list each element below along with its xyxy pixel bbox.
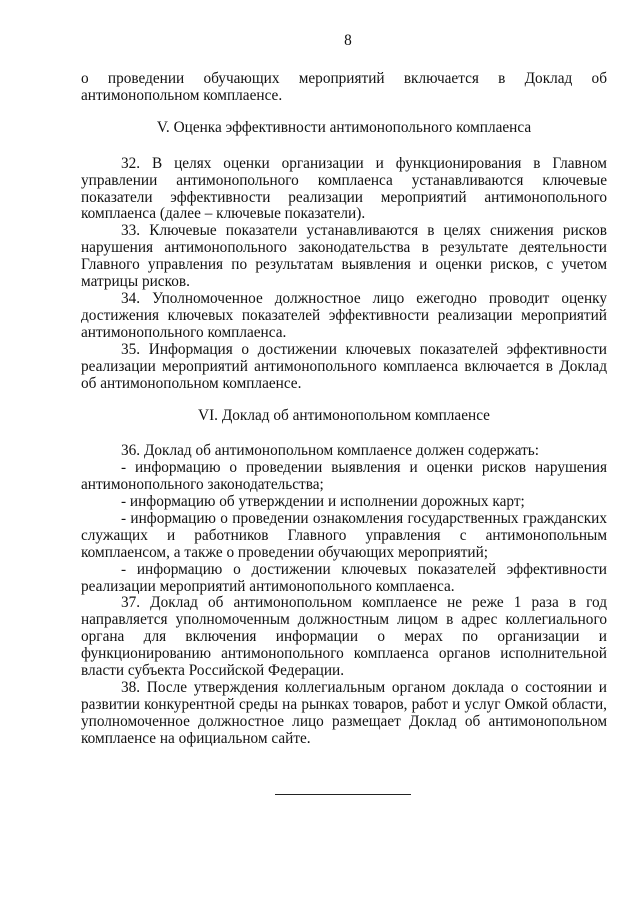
- paragraph-32: 32. В целях оценки организации и функционирования в Главном управлении антимонопольного комплаенса устанавливаются ключевые показатели эффективности реализации мероприятий антимонопольного комплаенса (далее – ключевые показатели).: [81, 154, 607, 223]
- paragraph-37: 37. Доклад об антимонопольном комплаенсе не реже 1 раза в год направляется уполномоченным должностным лицом в адрес коллегиального органа для включения информации о мерах по организации и функционированию антимонопольного комплаенса органов исполнительной власти субъекта Российской Федерации.: [81, 594, 607, 680]
- list-item-key-indicators: - информацию о достижении ключевых показателей эффективности реализации мероприятий антимонопольного комплаенса.: [81, 560, 607, 595]
- paragraph-38: 38. После утверждения коллегиальным органом доклада о состоянии и развитии конкурентной среды на рынках товаров, работ и услуг Омкой области, уполномоченное должностное лицо размещает Доклад об антимонопольном комплаенсе на официальном сайте.: [81, 679, 607, 747]
- list-item-risk-assessment: - информацию о проведении выявления и оценки рисков нарушения антимонопольного законодательства;: [81, 459, 607, 494]
- section-vi-heading: VI. Доклад об антимонопольном комплаенсе: [198, 407, 490, 425]
- end-divider: [275, 794, 411, 795]
- section-v-heading: V. Оценка эффективности антимонопольного комплаенса: [156, 118, 532, 136]
- list-item-roadmaps: - информацию об утверждении и исполнении дорожных карт;: [121, 493, 525, 511]
- paragraph-35: 35. Информация о достижении ключевых показателей эффективности реализации мероприятий антимонопольного комплаенса включается в Доклад об антимонопольном комплаенсе.: [81, 340, 607, 392]
- paragraph-36: 36. Доклад об антимонопольном комплаенсе должен содержать:: [121, 442, 540, 460]
- document-page: [81, 33, 607, 748]
- list-item-familiarization: - информацию о проведении ознакомления государственных гражданских служащих и работников Главного управления с антимонопольным комплаенсом, а также о проведении обучающих мероприятий;: [81, 509, 607, 561]
- page-number: 8: [344, 32, 352, 49]
- paragraph-33: 33. Ключевые показатели устанавливаются в целях снижения рисков нарушения антимонопольного законодательства в результате деятельности Главного управления по результатам выявления и оценки рисков, с учетом матрицы рисков.: [81, 222, 607, 291]
- intro-paragraph: о проведении обучающих мероприятий включается в Доклад об антимонопольном комплаенсе.: [81, 70, 607, 104]
- paragraph-34: 34. Уполномоченное должностное лицо ежегодно проводит оценку достижения ключевых показателей эффективности реализации мероприятий антимонопольного комплаенса.: [81, 289, 607, 341]
